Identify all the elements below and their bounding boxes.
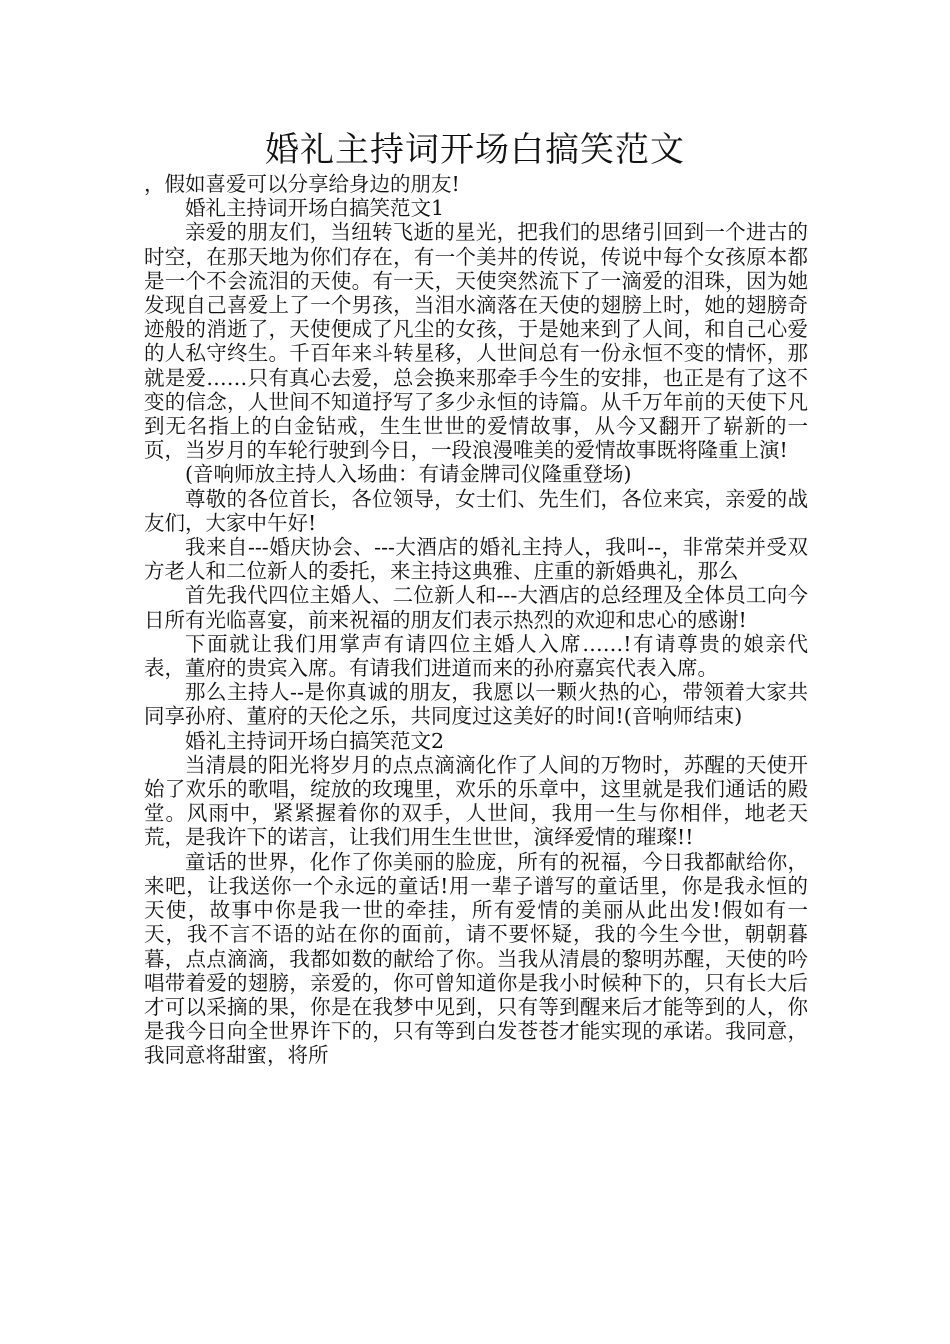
stage-direction: (音响师放主持人入场曲：有请金牌司仪隆重登场) (185, 462, 632, 487)
paragraph: 童话的世界，化作了你美丽的脸庞，所有的祝福，今日我都献给你，来吧，让我送你一个永远的童话!用一辈子谱写的童话里，你是我永恒的天使，故事中你是我一世的牵挂，所有爱情的美丽从此出发!假如有一天，我不言不语的站在你的面前，请不要怀疑，我的今生今世，朝朝暮暮，点点滴滴，我都如数的献给了你。当我从清晨的黎明苏醒，天使的吟唱带着爱的翅膀，亲爱的，你可曾知道你是我小时候种下的，只有长大后才可以采摘的果，你是在我梦中见到，只有等到醒来后才能等到的人，你是我今日向全世界许下的，只有等到白发苍苍才能实现的承诺。我同意，我同意将甜蜜，将所 (144, 849, 808, 1068)
paragraph: 尊敬的各位首长，各位领导，女士们、先生们，各位来宾，亲爱的战友们，大家中午好! (144, 486, 808, 535)
section-heading: 婚礼主持词开场白搞笑范文1 (185, 196, 445, 221)
paragraph: 下面就让我们用掌声有请四位主婚人入席……!有请尊贵的娘亲代表，董府的贵宾入席。有请我们进道而来的孙府嘉宾代表入席。 (144, 631, 808, 681)
section-heading: 婚礼主持词开场白搞笑范文2 (185, 728, 445, 753)
paragraph: 我来自---婚庆协会、---大酒店的婚礼主持人，我叫--，非常荣并受双方老人和二位新人的委托，来主持这典雅、庄重的新婚典礼，那么 (144, 535, 808, 584)
paragraph: 当清晨的阳光将岁月的点点滴滴化作了人间的万物时，苏醒的天使开始了欢乐的歌唱，绽放的玫瑰里，欢乐的乐章中，这里就是我们通话的殿堂。风雨中，紧紧握着你的双手，人世间，我用一生与你相伴，地老天荒，是我许下的诺言，让我们用生生世世，演绎爱情的璀璨!! (144, 752, 808, 850)
paragraph: ，假如喜爱可以分享给身边的朋友! (144, 172, 460, 196)
paragraph: 那么主持人--是你真诚的朋友，我愿以一颗火热的心，带领着大家共同享孙府、董府的天伦之乐，共同度过这美好的时间!(音响师结束) (144, 680, 808, 729)
paragraph: 亲爱的朋友们，当纽转飞逝的星光，把我们的思绪引回到一个进古的时空，在那天地为你们存在，有一个美丼的传说，传说中每个女孩原本都是一个不会流泪的天使。有一天，天使突然流下了一滴爱的泪珠，因为她发现自己喜爱上了一个男孩，当泪水滴落在天使的翅膀上时，她的翅膀奇迹般的消逝了，天使便成了凡尘的女孩，于是她来到了人间，和自己心爱的人私守终生。千百年来斗转星移，人世间总有一份永恒不变的情怀，那就是爱……只有真心去爱，总会换来那牵手今生的安排，也正是有了这不变的信念，人世间不知道抒写了多少永恒的诗篇。从千万年前的天使下凡到无名指上的白金钻戒，生生世世的爱情故事，从今又翻开了崭新的一页，当岁月的车轮行驶到今日，一段浪漫唯美的爱情故事既将隆重上演! (144, 220, 808, 463)
paragraph: 首先我代四位主婚人、二位新人和---大酒店的总经理及全体员工向今日所有光临喜宴，前来祝福的朋友们表示热烈的欢迎和忠心的感谢! (144, 583, 808, 632)
document-title: 婚礼主持词开场白搞笑范文 (265, 130, 685, 170)
document-body (144, 172, 808, 1068)
